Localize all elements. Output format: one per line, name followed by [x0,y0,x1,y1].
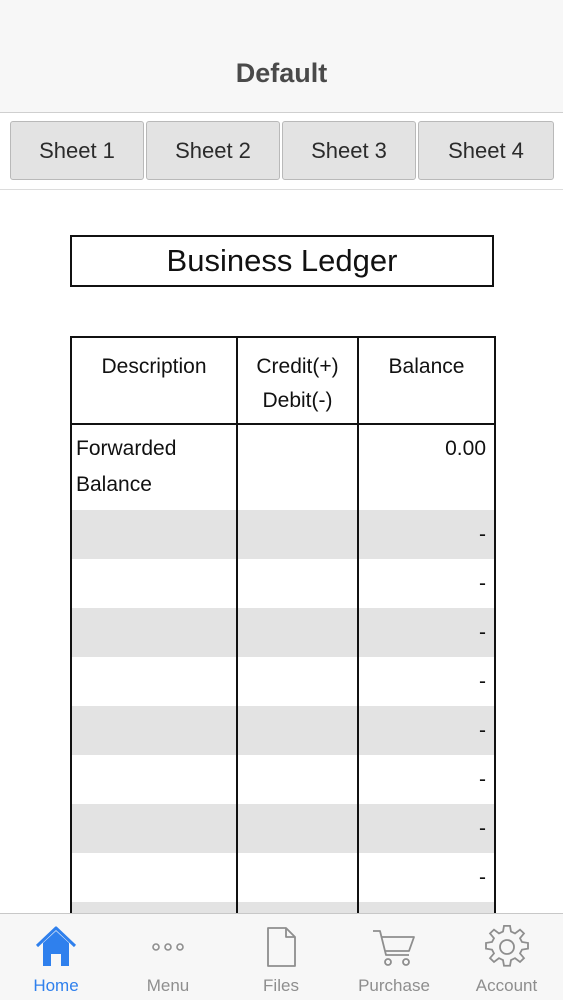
tab-label-menu: Menu [146,976,190,995]
cell-balance: - [358,853,495,902]
cell-credit[interactable] [237,804,358,853]
cell-credit[interactable] [237,755,358,804]
cell-balance: - [358,608,495,657]
file-icon [225,922,337,972]
cell-balance: - [358,706,495,755]
cell-credit[interactable] [237,902,358,913]
header-row [71,337,495,424]
header-description: Description [71,337,237,424]
cell-credit[interactable] [237,608,358,657]
cell-description[interactable] [71,510,237,559]
cell-description[interactable] [71,608,237,657]
cell-credit[interactable] [237,559,358,608]
more-dots-icon [112,922,224,972]
table-row [71,559,495,608]
tab-label-files: Files [263,976,299,995]
cart-icon [338,922,450,972]
ledger-table [70,336,496,913]
tab-bar [0,913,563,1000]
tab-menu[interactable] [112,914,224,1000]
header-balance: Balance [358,337,495,424]
cell-credit[interactable] [237,657,358,706]
tab-label-account: Account [475,976,538,995]
table-row [71,902,495,913]
cell-description[interactable] [71,559,237,608]
table-row [71,608,495,657]
home-icon [0,922,112,972]
ledger-title[interactable]: Business Ledger [70,235,494,287]
cell-balance: - [358,657,495,706]
cell-description[interactable] [71,804,237,853]
cell-balance: - [358,510,495,559]
cell-balance: - [358,755,495,804]
cell-balance: 0.00 [358,424,495,510]
tab-sheet-1[interactable]: Sheet 1 [10,121,144,180]
page-title: Default [235,58,328,88]
tab-account[interactable] [450,914,563,1000]
cell-description[interactable] [71,657,237,706]
cell-balance: - [358,804,495,853]
table-row [71,706,495,755]
table-row [71,657,495,706]
cell-balance: - [358,559,495,608]
cell-credit[interactable] [237,706,358,755]
cell-description[interactable] [71,902,237,913]
gear-icon [450,922,563,972]
tab-label-purchase: Purchase [358,976,430,995]
tab-files[interactable] [225,914,337,1000]
navigation-bar [0,0,563,113]
cell-description[interactable] [71,706,237,755]
tab-sheet-2[interactable]: Sheet 2 [146,121,280,180]
sheet-tabs [0,113,563,190]
cell-credit[interactable] [237,424,358,510]
table-row [71,804,495,853]
tab-purchase[interactable] [338,914,450,1000]
header-credit: Credit(+) [256,355,339,378]
tab-home[interactable] [0,914,112,1000]
table-row [71,510,495,559]
table-row [71,755,495,804]
tab-sheet-3[interactable]: Sheet 3 [282,121,416,180]
cell-credit[interactable] [237,510,358,559]
cell-description[interactable]: Forwarded Balance [71,424,237,510]
ledger-content [0,191,563,913]
forwarded-balance-row [71,424,495,510]
cell-description[interactable] [71,755,237,804]
cell-credit[interactable] [237,853,358,902]
table-row [71,853,495,902]
tab-sheet-4[interactable]: Sheet 4 [418,121,554,180]
header-debit: Debit(-) [262,389,333,412]
cell-balance [358,902,495,913]
cell-description[interactable] [71,853,237,902]
header-credit-debit [237,337,358,424]
tab-label-home: Home [33,976,79,995]
